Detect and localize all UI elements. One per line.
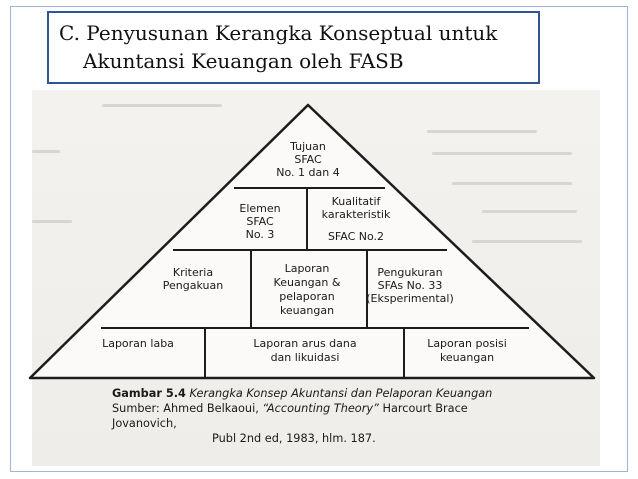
tier2-right-line: Kualitatif: [331, 195, 381, 208]
figure-caption: [112, 386, 532, 446]
tier4-center-line: dan likuidasi: [270, 351, 340, 364]
tier3-left-line: Pengakuan: [162, 279, 224, 292]
caption-line-3: Publ 2nd ed, 1983, hlm. 187.: [212, 432, 376, 445]
source-prefix: Sumber: Ahmed Belkaoui,: [112, 402, 263, 415]
tier2-right-line: karakteristik: [321, 208, 391, 221]
caption-line-1: [112, 386, 532, 401]
tier2-left-line: SFAC: [246, 215, 274, 228]
tier3-left-line: Kriteria: [172, 266, 214, 279]
figure-number: Gambar 5.4: [112, 387, 186, 400]
tier3-right-line: SFAs No. 33: [377, 279, 443, 292]
apex-line: No. 1 dan 4: [276, 166, 340, 179]
tier2-left-line: Elemen: [239, 202, 281, 215]
tier3-center-line: pelaporan: [279, 290, 335, 303]
source-book: “Accounting Theory”: [262, 402, 379, 415]
tier3-center-line: Laporan: [284, 262, 330, 275]
slide-title-line-1: C. Penyusunan Kerangka Konseptual untuk: [59, 21, 498, 45]
tier3-center-line: keuangan: [279, 304, 335, 317]
tier3-right-line: Pengukuran: [377, 266, 443, 279]
tier4-left-line: Laporan laba: [102, 337, 174, 350]
caption-line-2: [112, 401, 532, 431]
tier4-center-line: Laporan arus dana: [253, 337, 357, 350]
tier2-left-line: No. 3: [245, 228, 275, 241]
slide-title-line-2: Akuntansi Keuangan oleh FASB: [83, 49, 404, 73]
figure-title: Kerangka Konsep Akuntansi dan Pelaporan Keuangan: [189, 387, 493, 400]
apex-line: Tujuan: [290, 140, 326, 153]
tier4-right-line: Laporan posisi: [427, 337, 507, 350]
tier4-right-line: keuangan: [439, 351, 495, 364]
tier3-right-line: (Eksperimental): [366, 292, 454, 305]
apex-line: SFAC: [294, 153, 322, 166]
tier2-right-line: SFAC No.2: [327, 230, 385, 243]
source-suffix: Harcourt Brace Jovanovich,: [112, 402, 468, 430]
tier3-center-line: Keuangan &: [273, 276, 341, 289]
